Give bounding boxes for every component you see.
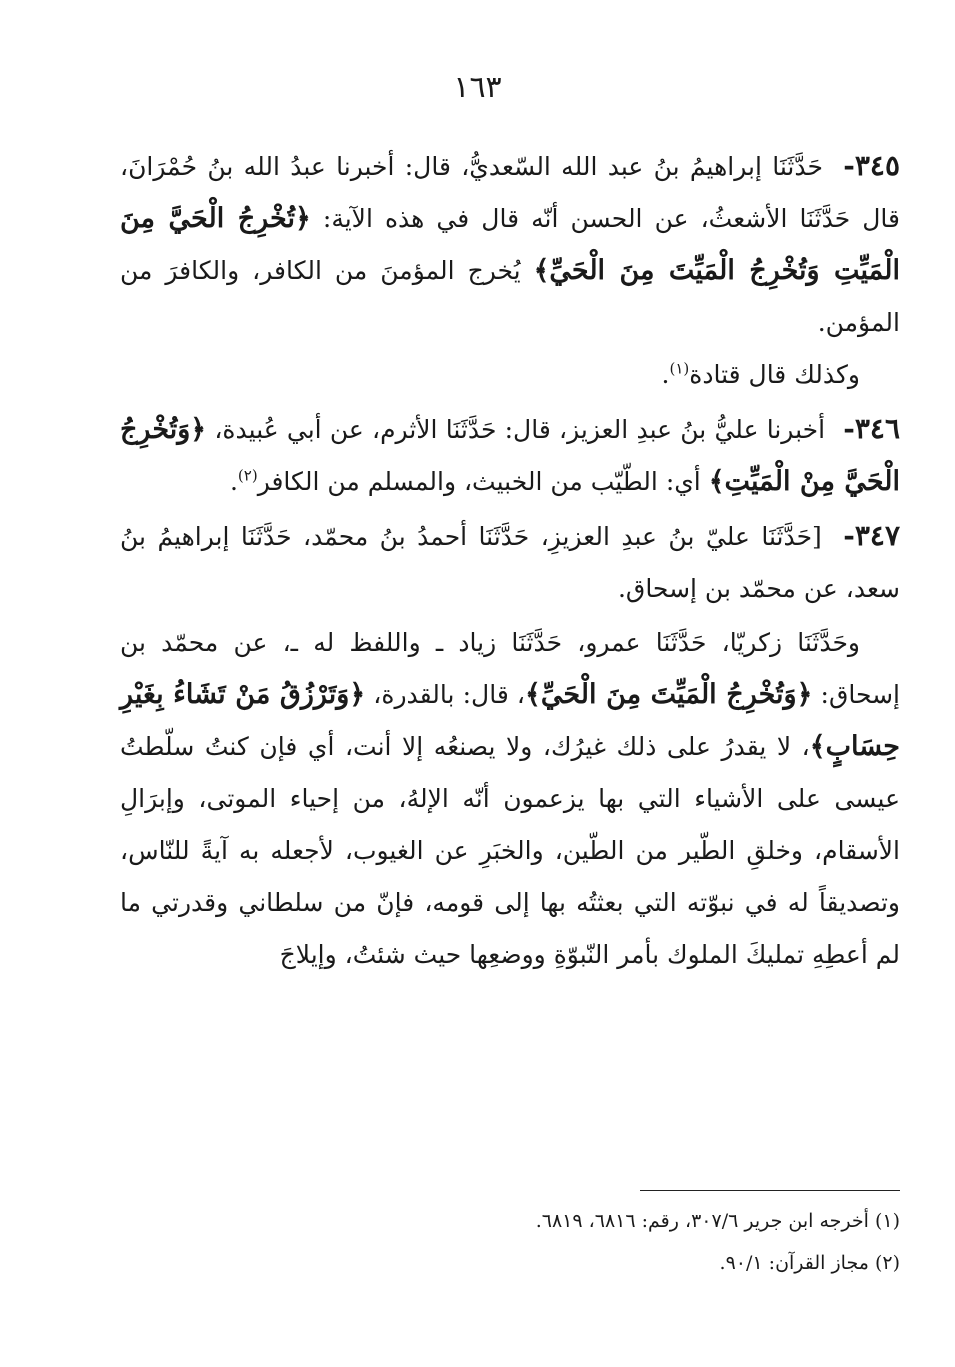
hadith-number: ٣٤٥-: [843, 149, 900, 182]
quran-verse: ﴿تُخْرِجُ الْحَيَّ مِنَ الْمَيِّتِ وَتُخْرِجُ الْمَيِّتَ مِنَ الْحَيِّ﴾: [120, 203, 900, 286]
footnote: (١) أخرجه ابن جرير ٣٠٧/٦، رقم: ٦٨١٦، ٦٨١٩.: [535, 1210, 900, 1232]
main-text: [120, 140, 900, 981]
footnote-reference: (١): [669, 359, 690, 378]
paragraph-text: ، قال: بالقدرة،: [365, 680, 525, 709]
quran-verse: ﴿وَتُخْرِجُ الْحَيَّ مِنْ الْمَيِّتِ﴾: [120, 414, 900, 497]
paragraph-end: .: [229, 467, 238, 496]
hadith-text: أخبرنا عليُّ بنُ عبدِ العزيز، قال: حَدَّثَنَا الأثرم، عن أبي عُبيدة،: [206, 415, 834, 444]
paragraph-text: وحَدَّثَنَا زكريّا، حَدَّثَنَا عمرو، حَدَّثَنَا زياد ـ واللفظ له ـ، عن محمّد بن إسحاق:: [120, 628, 900, 709]
commentary-paragraph: [120, 617, 900, 981]
hadith-number: ٣٤٧-: [843, 519, 900, 552]
hadith-text: حَدَّثَنَا إبراهيمُ بنُ عبد الله السّعديُّ، قال: أخبرنا عبدُ الله بنُ حُمْرَانَ، قال حَدَّثَنَا الأشعثُ، عن الحسن أنّه قال في هذه الآية:: [120, 152, 900, 233]
quran-verse: ﴿وَتُخْرِجُ الْمَيِّتَ مِنَ الْحَيِّ﴾: [525, 679, 813, 710]
paragraph-text: ، لا يقدرُ على ذلك غيرُك، ولا يصنعُه إلا أنت، أي فإن كنتُ سلّطتُ عيسى على الأشياء التي بها يزعمون أنّه الإلهُ، من إحياء الموتى، وإبرَالِ الأسقام، وخلقِ الطّير من الطّين، والخبَرِ عن الغيوب، لأجعله به آيةً للنّاس، وتصديقاً له في نبوّته التي بعثتُه بها إلى قومه، فإنّ من سلطاني وقدرتي ما لم أعطِهِ تمليكَ الملوك بأمر النّبوّةِ ووضعِها حيث شئتُ، وإيلاجَ: [120, 732, 900, 969]
footnote-divider: [640, 1190, 900, 1191]
hadith-text: [حَدَّثَنَا عليّ بنُ عبدِ العزيزِ، حَدَّثَنَا أحمدُ بنُ محمّد، حَدَّثَنَا إبراهيمُ بنُ سعد، عن محمّد بن إسحاق.: [120, 522, 900, 603]
hadith-345-paragraph: [120, 140, 900, 349]
paragraph-end: .: [661, 360, 670, 389]
page-number: ١٦٣: [453, 70, 502, 105]
hadith-text: أي: الطّيّب من الخبيث، والمسلم من الكافر: [257, 467, 709, 496]
qatada-paragraph: [120, 349, 900, 401]
quran-verse: ﴿وَتَرْزُقُ مَنْ تَشَاءُ بِغَيْرِ حِسَابٍ﴾: [120, 679, 900, 762]
footnote: (٢) مجاز القرآن: ٩٠/١.: [719, 1252, 900, 1274]
hadith-346-paragraph: [120, 403, 900, 508]
hadith-number: ٣٤٦-: [843, 412, 900, 445]
footnote-reference: (٢): [237, 466, 258, 485]
hadith-text: يُخرج المؤمنَ من الكافر، والكافرَ من المؤمن.: [120, 256, 900, 337]
footnotes-section: [120, 1200, 900, 1284]
paragraph-text: وكذلك قال قتادة: [689, 360, 860, 389]
hadith-347-paragraph: [120, 510, 900, 615]
